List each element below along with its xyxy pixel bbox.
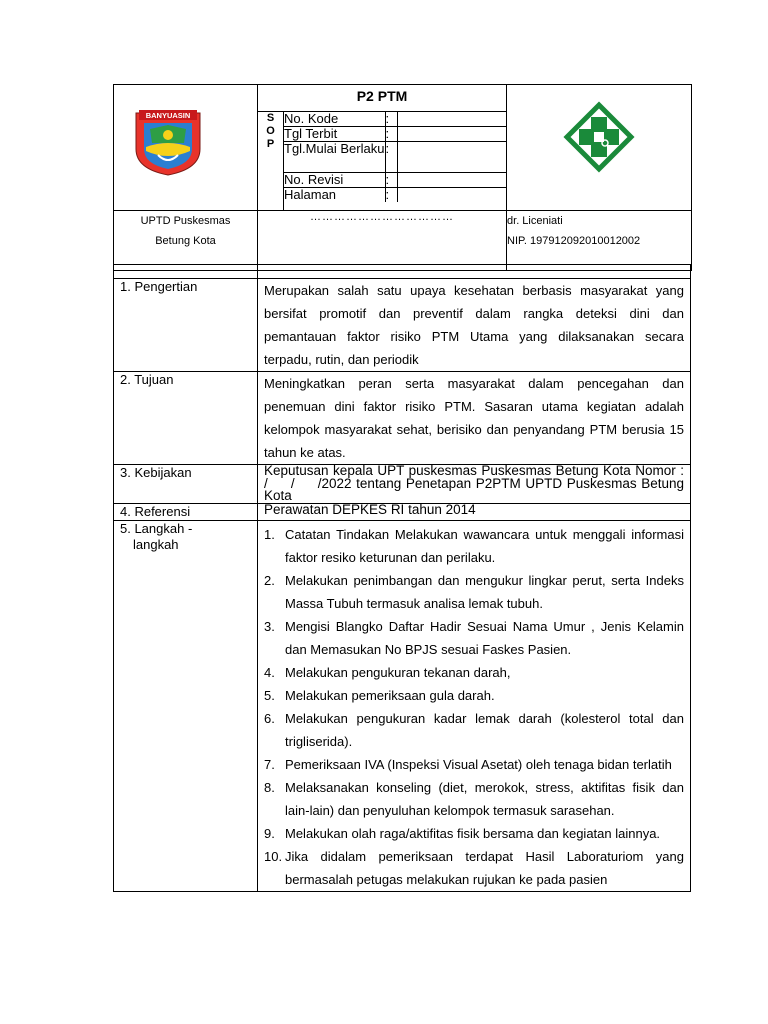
section-text: Merupakan salah satu upaya kesehatan berbasis masyarakat yang bersifat promotif dan preventif dalam rangka deteksi dini dan pemantauan faktor risiko PTM Utama yang dilaksanakan secara terpadu, rutin, dan periodik bbox=[258, 279, 691, 372]
document-title: P2 PTM bbox=[258, 85, 507, 112]
section-label: 3. Kebijakan bbox=[114, 465, 258, 504]
step-item bbox=[264, 845, 684, 891]
meta-value bbox=[397, 188, 506, 203]
section-row-referensi bbox=[114, 503, 691, 520]
signer-name: dr. Liceniati bbox=[507, 215, 563, 227]
section-row-kebijakan bbox=[114, 465, 691, 504]
step-text: Melaksanakan konseling (diet, merokok, stress, aktifitas fisik dan lain-lain) dan penyuluhan kelompok termasuk sarasehan. bbox=[285, 779, 684, 818]
sop-body-table bbox=[113, 264, 703, 892]
section-label: 2. Tujuan bbox=[114, 372, 258, 465]
step-item bbox=[264, 753, 684, 776]
step-number: 1. bbox=[264, 526, 275, 542]
signature-placeholder: ……………………………… bbox=[258, 211, 507, 271]
right-logo-cell bbox=[507, 85, 692, 211]
section-text: Keputusan kepala UPT puskesmas Puskesmas Betung Kota Nomor : / / /2022 tentang Penetapan P2PTM UPTD Puskesmas Betung Kota bbox=[258, 465, 691, 504]
meta-key: Tgl.Mulai Berlaku bbox=[284, 142, 385, 173]
meta-key: Halaman bbox=[284, 188, 385, 203]
spacer-row bbox=[114, 265, 691, 279]
sop-vertical-label bbox=[258, 112, 284, 211]
spacer-cell bbox=[114, 265, 258, 279]
signer-nip: NIP. 197912092010012002 bbox=[507, 235, 641, 247]
step-text: Melakukan pemeriksaan gula darah. bbox=[285, 687, 495, 703]
section-label-line1: 5. Langkah - bbox=[120, 520, 193, 536]
meta-value bbox=[397, 112, 506, 127]
meta-row bbox=[284, 188, 506, 203]
unit-name-line1: UPTD Puskesmas bbox=[140, 215, 231, 227]
step-number: 7. bbox=[264, 756, 275, 772]
meta-value bbox=[397, 142, 506, 173]
section-label-line2: langkah bbox=[133, 536, 179, 552]
meta-row bbox=[284, 127, 506, 142]
meta-colon: : bbox=[385, 112, 397, 127]
section-text: Perawatan DEPKES RI tahun 2014 bbox=[258, 503, 691, 520]
step-text: Jika didalam pemeriksaan terdapat Hasil Laboraturiom yang bermasalah petugas melakukan rujukan ke pada pasien bbox=[285, 848, 684, 887]
section-label: 1. Pengertian bbox=[114, 279, 258, 372]
meta-colon: : bbox=[385, 188, 397, 203]
meta-row bbox=[284, 173, 506, 188]
sop-letter-s: S bbox=[266, 112, 275, 124]
meta-key: No. Kode bbox=[284, 112, 385, 127]
step-number: 4. bbox=[264, 664, 275, 680]
meta-value bbox=[397, 173, 506, 188]
section-row-langkah bbox=[114, 520, 691, 891]
step-item bbox=[264, 661, 684, 684]
unit-name-line2: Betung Kota bbox=[155, 235, 216, 247]
emblem-label: BANYUASIN bbox=[145, 111, 191, 120]
step-item bbox=[264, 615, 684, 661]
left-logo-cell bbox=[114, 85, 258, 211]
step-number: 3. bbox=[264, 618, 275, 634]
meta-colon: : bbox=[385, 127, 397, 142]
step-number: 8. bbox=[264, 779, 275, 795]
step-text: Catatan Tindakan Melakukan wawancara untuk menggali informasi faktor resiko keturunan dan perilaku. bbox=[285, 526, 684, 565]
step-item bbox=[264, 822, 684, 845]
meta-key: Tgl Terbit bbox=[284, 127, 385, 142]
meta-key: No. Revisi bbox=[284, 173, 385, 188]
puskesmas-cross-icon bbox=[507, 85, 692, 205]
sop-letter-p: P bbox=[266, 138, 275, 150]
step-text: Mengisi Blangko Daftar Hadir Sesuai Nama Umur , Jenis Kelamin dan Memasukan No BPJS sesuai Faskes Pasien. bbox=[285, 618, 684, 657]
signer-cell bbox=[507, 211, 692, 271]
step-item bbox=[264, 523, 684, 569]
meta-row bbox=[284, 112, 506, 127]
section-row-pengertian bbox=[114, 279, 691, 372]
step-text: Melakukan penimbangan dan mengukur lingkar perut, serta Indeks Massa Tubuh termasuk analisa lemak tubuh. bbox=[285, 572, 684, 611]
step-item bbox=[264, 707, 684, 753]
step-number: 10. bbox=[264, 848, 283, 864]
step-number: 5. bbox=[264, 687, 275, 703]
step-text: Melakukan pengukuran tekanan darah, bbox=[285, 664, 511, 680]
step-text: Melakukan pengukuran kadar lemak darah (kolesterol total dan trigliserida). bbox=[285, 710, 684, 749]
meta-table bbox=[284, 112, 506, 202]
steps-cell bbox=[258, 520, 691, 891]
step-number: 9. bbox=[264, 825, 275, 841]
step-text: Melakukan olah raga/aktifitas fisik bersama dan kegiatan lainnya. bbox=[285, 825, 661, 841]
step-number: 2. bbox=[264, 572, 275, 588]
section-text: Meningkatkan peran serta masyarakat dalam pencegahan dan penemuan dini faktor risiko PTM. Sasaran utama kegiatan adalah kelompok masyarakat sehat, berisiko dan penyandang PTM berusia 15 tahun ke atas. bbox=[258, 372, 691, 465]
section-label bbox=[114, 520, 258, 891]
meta-cell bbox=[284, 112, 507, 211]
section-row-tujuan bbox=[114, 372, 691, 465]
section-label: 4. Referensi bbox=[114, 503, 258, 520]
meta-row bbox=[284, 142, 506, 173]
banyuasin-regency-emblem-icon bbox=[114, 85, 258, 205]
step-item bbox=[264, 569, 684, 615]
sop-header-table bbox=[113, 84, 692, 271]
meta-colon: : bbox=[385, 142, 397, 173]
meta-value bbox=[397, 127, 506, 142]
step-item bbox=[264, 776, 684, 822]
meta-colon: : bbox=[385, 173, 397, 188]
spacer-cell bbox=[258, 265, 691, 279]
steps-list bbox=[264, 523, 684, 891]
step-number: 6. bbox=[264, 710, 275, 726]
step-text: Pemeriksaan IVA (Inspeksi Visual Asetat) oleh tenaga bidan terlatih bbox=[285, 756, 672, 772]
sop-letter-o: O bbox=[266, 125, 275, 137]
unit-name-cell bbox=[114, 211, 258, 271]
step-item bbox=[264, 684, 684, 707]
